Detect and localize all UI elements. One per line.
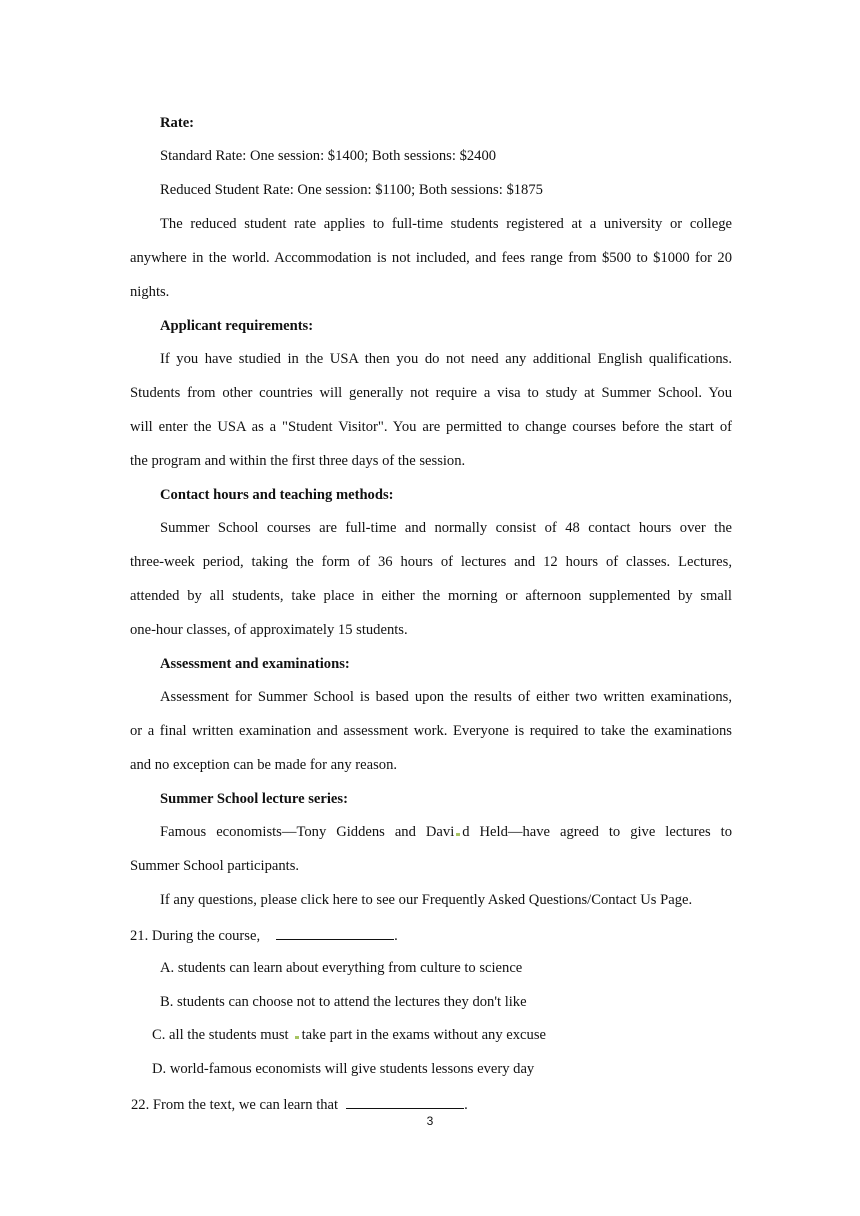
question-end: . [394,928,398,944]
lecture-heading: Summer School lecture series: [160,791,348,807]
applicant-paragraph-line: Students from other countries will generally not require a visa to study at Summer School. You [130,385,732,401]
page-number: 3 [426,1114,434,1128]
question-22-stem [131,1094,468,1114]
applicant-paragraph-line: If you have studied in the USA then you do not need any additional English qualifications. [160,351,732,367]
applicant-heading: Applicant requirements: [160,318,314,334]
lecture-paragraph-line: Summer School participants. [130,858,300,874]
option-a: A. students can learn about everything from culture to science [160,960,523,976]
applicant-paragraph-line: the program and within the first three days of the session. [130,453,466,469]
rate-paragraph-line: anywhere in the world. Accommodation is not included, and fees range from $500 to $1000 for 20 [130,250,732,266]
assessment-paragraph-line: and no exception can be made for any reason. [130,757,398,773]
option-b: B. students can choose not to attend the lectures they don't like [160,994,527,1010]
lecture-text-part: Famous economists—Tony Giddens and Davi [160,824,455,840]
lecture-text-part: d Held—have agreed to give lectures to [462,824,732,840]
rate-paragraph-line: The reduced student rate applies to full-time students registered at a university or college [160,216,732,232]
option-d: D. world-famous economists will give students lessons every day [152,1061,535,1077]
applicant-paragraph-line: will enter the USA as a "Student Visitor". You are permitted to change courses before the start of [130,419,732,435]
question-end: . [464,1097,468,1113]
lecture-paragraph-line [160,823,732,841]
stray-mark-icon [295,1036,299,1039]
reduced-rate: Reduced Student Rate: One session: $1100; Both sessions: $1875 [160,182,543,198]
faq-line: If any questions, please click here to see our Frequently Asked Questions/Contact Us Page. [160,892,693,908]
assessment-paragraph-line: Assessment for Summer School is based upon the results of either two written examinations, [160,689,732,705]
contact-paragraph-line: three-week period, taking the form of 36 hours of lectures and 12 hours of classes. Lectures, [130,554,732,570]
answer-blank [276,925,394,940]
answer-blank [346,1094,464,1109]
stray-mark-icon [456,833,460,836]
contact-paragraph-line: attended by all students, take place in either the morning or afternoon supplemented by small [130,588,732,604]
assessment-paragraph-line: or a final written examination and assessment work. Everyone is required to take the examinations [130,723,732,739]
option-text: C. all the students must [152,1027,289,1043]
assessment-heading: Assessment and examinations: [160,656,350,672]
contact-paragraph-line: Summer School courses are full-time and normally consist of 48 contact hours over the [160,520,732,536]
question-text: 22. From the text, we can learn that [131,1097,339,1113]
rate-paragraph-line: nights. [130,284,170,300]
question-21-stem [130,925,398,945]
standard-rate: Standard Rate: One session: $1400; Both sessions: $2400 [160,148,497,164]
option-text: take part in the exams without any excuse [301,1027,546,1043]
contact-heading: Contact hours and teaching methods: [160,487,394,503]
contact-paragraph-line: one-hour classes, of approximately 15 students. [130,622,408,638]
option-c [152,1026,546,1044]
question-text: 21. During the course, [130,928,261,944]
rate-heading: Rate: [160,115,195,131]
